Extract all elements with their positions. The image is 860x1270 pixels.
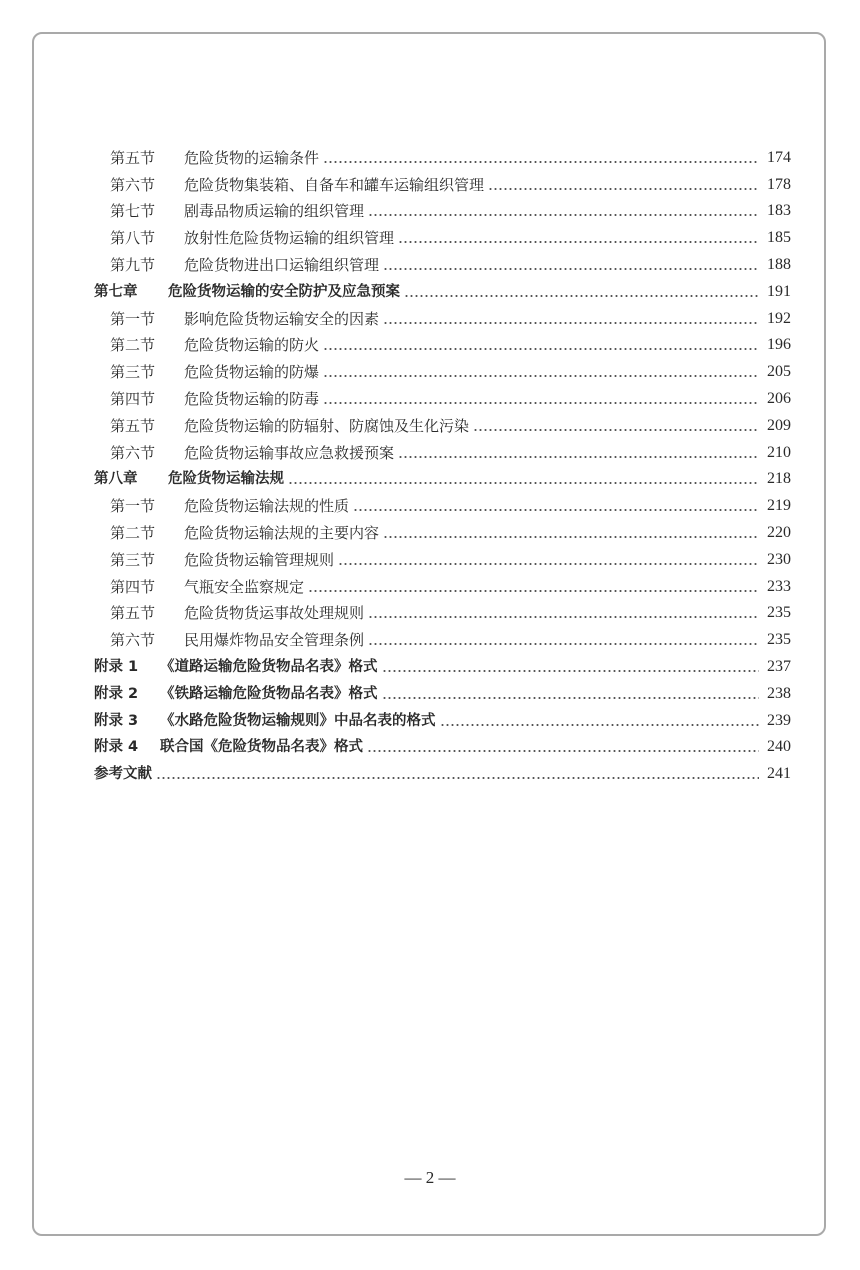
entry-page-number: 240 <box>767 738 791 756</box>
entry-page-number: 192 <box>767 309 791 327</box>
entry-label: 第三节 <box>110 363 156 382</box>
entry-title: 剧毒品物质运输的组织管理 <box>184 202 365 221</box>
entry-label: 附录 3 <box>94 712 139 729</box>
entry-title: 危险货物运输的防毒 <box>184 389 320 408</box>
toc-section-entry[interactable] <box>94 194 791 221</box>
dot-leader <box>404 282 759 300</box>
entry-label: 第一节 <box>110 497 156 516</box>
entry-page-number: 235 <box>767 604 791 622</box>
entry-label: 第八节 <box>110 229 156 248</box>
entry-title: 危险货物运输法规 <box>168 471 284 488</box>
dot-leader <box>288 469 759 487</box>
dot-leader <box>323 362 759 380</box>
entry-page-number: 209 <box>767 416 791 434</box>
dot-leader <box>156 764 759 782</box>
entry-page-number: 235 <box>767 631 791 649</box>
entry-title: 危险货物的运输条件 <box>184 148 320 167</box>
entry-label: 第四节 <box>110 577 156 596</box>
entry-page-number: 206 <box>767 389 791 407</box>
entry-label: 第五节 <box>110 604 156 623</box>
entry-label: 第七章 <box>94 283 138 300</box>
dot-leader <box>368 630 759 648</box>
toc-section-entry[interactable] <box>94 220 791 247</box>
entry-title: 危险货物运输的防爆 <box>184 363 320 382</box>
entry-label: 第一节 <box>110 309 156 328</box>
dot-leader <box>440 711 760 729</box>
entry-page-number: 191 <box>767 282 791 300</box>
dot-leader <box>382 657 760 675</box>
entry-page-number: 174 <box>767 148 791 166</box>
entry-page-number: 233 <box>767 577 791 595</box>
toc-section-entry[interactable] <box>94 140 791 167</box>
entry-page-number: 205 <box>767 363 791 381</box>
toc-section-entry[interactable] <box>94 247 791 274</box>
entry-page-number: 210 <box>767 443 791 461</box>
toc-appendix-entry[interactable] <box>94 649 791 676</box>
toc-section-entry[interactable] <box>94 488 791 515</box>
toc-section-entry[interactable] <box>94 408 791 435</box>
entry-title: 影响危险货物运输安全的因素 <box>184 309 380 328</box>
dot-leader <box>368 201 759 219</box>
toc-appendix-entry[interactable] <box>94 703 791 730</box>
entry-title: 危险货物货运事故处理规则 <box>184 604 365 623</box>
entry-label: 第二节 <box>110 523 156 542</box>
entry-title: 放射性危险货物运输的组织管理 <box>184 229 395 248</box>
entry-label: 附录 4 <box>94 739 139 756</box>
toc-section-entry[interactable] <box>94 542 791 569</box>
dot-leader <box>323 148 759 166</box>
entry-title: 危险货物运输的防火 <box>184 336 320 355</box>
entry-title: 民用爆炸物品安全管理条例 <box>184 631 365 650</box>
entry-title: 危险货物运输事故应急救援预案 <box>184 443 395 462</box>
toc-section-entry[interactable] <box>94 569 791 596</box>
entry-label: 第三节 <box>110 550 156 569</box>
entry-label: 第六节 <box>110 443 156 462</box>
entry-label: 第四节 <box>110 389 156 408</box>
toc-section-entry[interactable] <box>94 435 791 462</box>
dot-leader <box>353 496 759 514</box>
dot-leader <box>367 737 759 755</box>
dot-leader <box>398 443 759 461</box>
dot-leader <box>488 175 759 193</box>
entry-page-number: 188 <box>767 255 791 273</box>
entry-page-number: 185 <box>767 229 791 247</box>
dot-leader <box>308 577 759 595</box>
entry-title: 危险货物集装箱、自备车和罐车运输组织管理 <box>184 175 485 194</box>
entry-page-number: 238 <box>767 684 791 702</box>
entry-page-number: 241 <box>767 765 791 783</box>
entry-title: 《水路危险货物运输规则》中品名表的格式 <box>160 712 436 729</box>
entry-page-number: 219 <box>767 497 791 515</box>
toc-section-entry[interactable] <box>94 381 791 408</box>
dot-leader <box>338 550 759 568</box>
toc-section-entry[interactable] <box>94 596 791 623</box>
entry-label: 第五节 <box>110 416 156 435</box>
dot-leader <box>383 309 759 327</box>
dot-leader <box>382 684 760 702</box>
toc-section-entry[interactable] <box>94 167 791 194</box>
page-number: — 2 — <box>404 1168 456 1187</box>
entry-page-number: 196 <box>767 336 791 354</box>
entry-title: 联合国《危险货物品名表》格式 <box>160 739 363 756</box>
entry-page-number: 230 <box>767 550 791 568</box>
entry-label: 第八章 <box>94 471 138 488</box>
entry-page-number: 218 <box>767 470 791 488</box>
dot-leader <box>383 255 759 273</box>
table-of-contents <box>94 140 791 783</box>
toc-chapter-entry[interactable] <box>94 462 791 489</box>
entry-label: 第五节 <box>110 148 156 167</box>
dot-leader <box>383 523 759 541</box>
toc-references-entry[interactable] <box>94 756 791 783</box>
entry-label: 第六节 <box>110 631 156 650</box>
entry-label: 第二节 <box>110 336 156 355</box>
dot-leader <box>398 228 759 246</box>
toc-section-entry[interactable] <box>94 301 791 328</box>
entry-page-number: 220 <box>767 523 791 541</box>
entry-title: 危险货物进出口运输组织管理 <box>184 255 380 274</box>
entry-title: 危险货物运输法规的性质 <box>184 497 350 516</box>
dot-leader <box>323 335 759 353</box>
entry-title: 《铁路运输危险货物品名表》格式 <box>160 685 378 702</box>
toc-section-entry[interactable] <box>94 328 791 355</box>
entry-label: 附录 1 <box>94 658 139 675</box>
entry-label: 第六节 <box>110 175 156 194</box>
entry-label: 附录 2 <box>94 685 139 702</box>
dot-leader <box>323 389 759 407</box>
entry-title: 危险货物运输的防辐射、防腐蚀及生化污染 <box>184 416 470 435</box>
entry-page-number: 237 <box>767 657 791 675</box>
toc-appendix-entry[interactable] <box>94 730 791 757</box>
entry-title: 气瓶安全监察规定 <box>184 577 305 596</box>
entry-label: 第七节 <box>110 202 156 221</box>
entry-title: 危险货物运输法规的主要内容 <box>184 523 380 542</box>
dot-leader <box>368 603 759 621</box>
entry-title: 危险货物运输管理规则 <box>184 550 335 569</box>
entry-title: 危险货物运输的安全防护及应急预案 <box>168 283 400 300</box>
entry-page-number: 183 <box>767 202 791 220</box>
entry-page-number: 239 <box>767 711 791 729</box>
entry-title: 《道路运输危险货物品名表》格式 <box>160 658 378 675</box>
toc-appendix-entry[interactable] <box>94 676 791 703</box>
entry-page-number: 178 <box>767 175 791 193</box>
toc-section-entry[interactable] <box>94 515 791 542</box>
toc-section-entry[interactable] <box>94 622 791 649</box>
toc-chapter-entry[interactable] <box>94 274 791 301</box>
entry-title: 参考文献 <box>94 766 152 783</box>
dot-leader <box>473 416 759 434</box>
entry-label: 第九节 <box>110 255 156 274</box>
toc-section-entry[interactable] <box>94 354 791 381</box>
